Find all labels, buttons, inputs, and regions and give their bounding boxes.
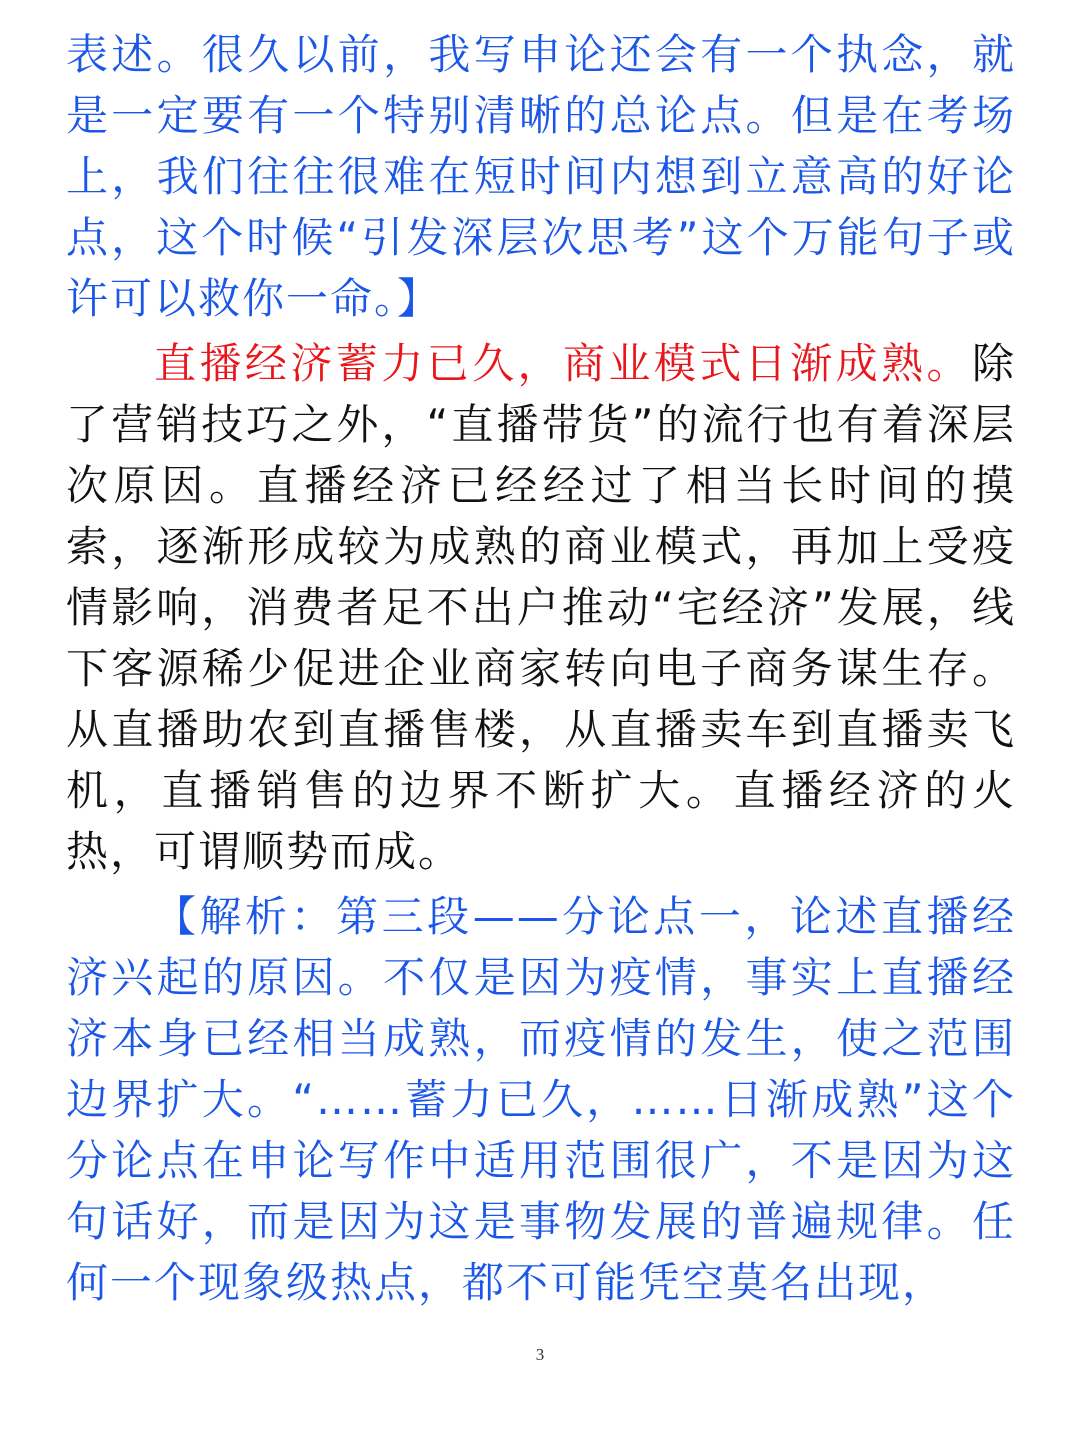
page-content	[66, 24, 1016, 1313]
page-number: 3	[535, 1345, 545, 1364]
body-paragraph	[66, 333, 1016, 882]
analysis-paragraph: 【解析：第三段——分论点一，论述直播经济兴起的原因。不仅是因为疫情，事实上直播经济本身已经相当成熟，而疫情的发生，使之范围边界扩大。“……蓄力已久，……日渐成熟”这个分论点在申论写作中适用范围很广，不是因为这句话好，而是因为这是事物发展的普遍规律。任何一个现象级热点，都不可能凭空莫名出现，	[66, 892, 1016, 1307]
sub-argument-heading: 直播经济蓄力已久，商业模式日渐成熟。	[154, 339, 972, 388]
analysis-paragraph-continued: 表述。很久以前，我写申论还会有一个执念，就是一定要有一个特别清晰的总论点。但是在考场上，我们往往很难在短时间内想到立意高的好论点，这个时候“引发深层次思考”这个万能句子或许可以救你一命。】	[66, 30, 1016, 323]
body-paragraph-text: 除了营销技巧之外，“直播带货”的流行也有着深层次原因。直播经济已经经过了相当长时间的摸索，逐渐形成较为成熟的商业模式，再加上受疫情影响，消费者足不出户推动“宅经济”发展，线下客源稀少促进企业商家转向电子商务谋生存。从直播助农到直播售楼，从直播卖车到直播卖飞机，直播销售的边界不断扩大。直播经济的火热，可谓顺势而成。	[66, 339, 1016, 876]
